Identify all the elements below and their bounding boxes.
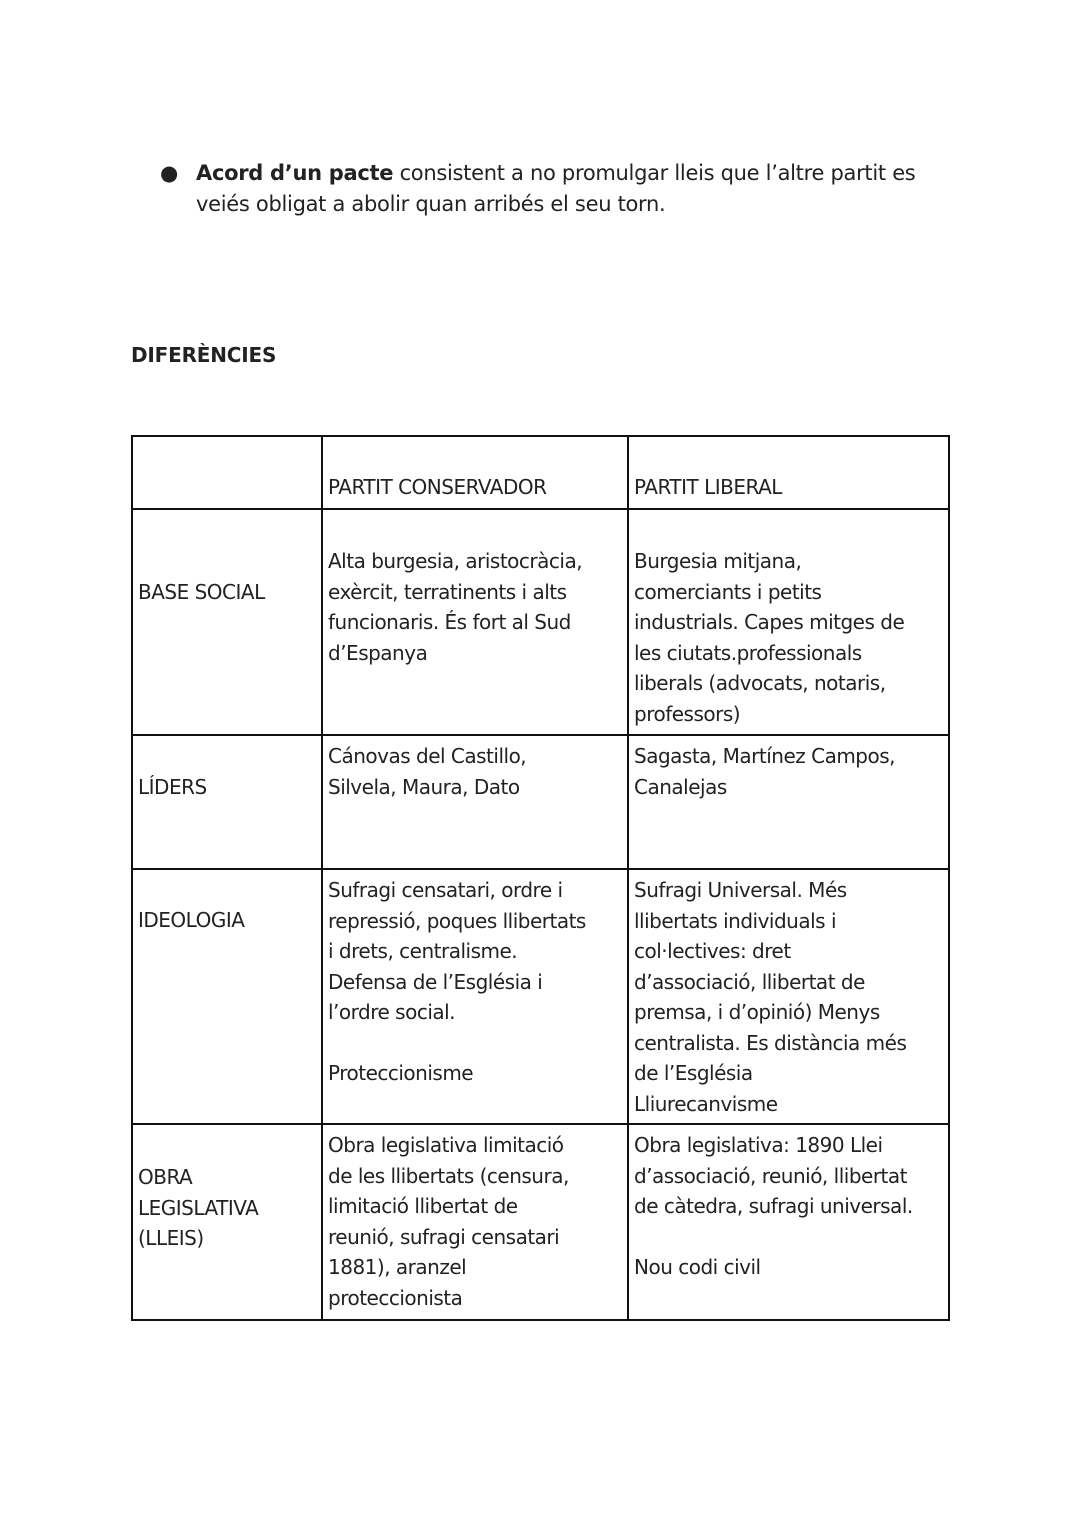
row-label: BASE SOCIAL [132, 509, 322, 735]
table-row [132, 869, 949, 1124]
table-row [132, 735, 949, 869]
bullet-bold: Acord d’un pacte [196, 161, 394, 185]
row-label: OBRA LEGISLATIVA (LLEIS) [132, 1124, 322, 1320]
cell-conservador: Obra legislativa limitació de les llibertats (censura, limitació llibertat de reunió, sufragi censatari 1881), aranzel proteccionista [322, 1124, 628, 1320]
cell-conservador: Sufragi censatari, ordre i repressió, poques llibertats i drets, centralisme. Defensa de l’Església i l’ordre social. Proteccionisme [322, 869, 628, 1124]
row-label: IDEOLOGIA [132, 869, 322, 1124]
bullet-text [196, 158, 960, 220]
cell-liberal: Sufragi Universal. Més llibertats individuals i col·lectives: dret d’associació, llibertat de premsa, i d’opinió) Menys centralista. Es distància més de l’Església Lliurecanvisme [628, 869, 949, 1124]
table-header-row [132, 436, 949, 509]
cell-liberal: Obra legislativa: 1890 Llei d’associació, reunió, llibertat de càtedra, sufragi universal. Nou codi civil [628, 1124, 949, 1320]
bullet-body: consistent a no promulgar lleis que l’altre partit es veiés obligat a abolir quan arribés el seu torn. [196, 161, 916, 216]
cell-conservador: Alta burgesia, aristocràcia, exèrcit, terratinents i alts funcionaris. És fort al Sud d’Espanya [322, 509, 628, 735]
table-row [132, 509, 949, 735]
differences-table [131, 435, 950, 1321]
bullet-item [160, 158, 960, 220]
bullet-icon: ● [160, 161, 179, 185]
section-heading: DIFERÈNCIES [131, 343, 277, 367]
cell-liberal: Burgesia mitjana, comerciants i petits industrials. Capes mitges de les ciutats.professionals liberals (advocats, notaris, professors) [628, 509, 949, 735]
row-label: LÍDERS [132, 735, 322, 869]
header-cell-liberal: PARTIT LIBERAL [628, 436, 949, 509]
header-cell-empty [132, 436, 322, 509]
cell-conservador: Cánovas del Castillo, Silvela, Maura, Dato [322, 735, 628, 869]
cell-liberal: Sagasta, Martínez Campos, Canalejas [628, 735, 949, 869]
table-row [132, 1124, 949, 1320]
header-cell-conservador: PARTIT CONSERVADOR [322, 436, 628, 509]
